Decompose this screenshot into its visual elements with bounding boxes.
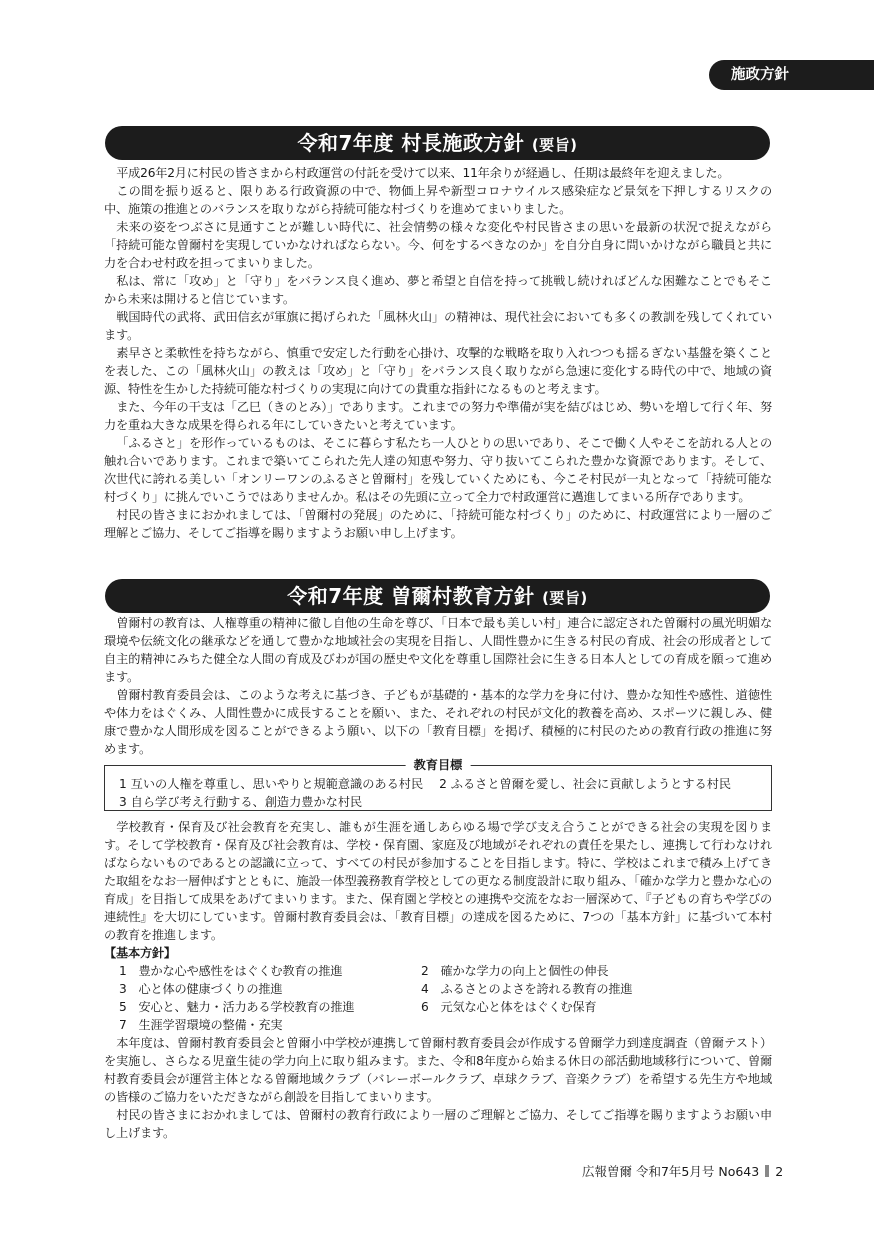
paragraph: 村民の皆さまにおかれましては、曽爾村の教育行政により一層のご理解とご協力、そしてご指導を賜りますようお願い申し上げます。 (104, 1108, 772, 1140)
paragraph: 未来の姿をつぶさに見通すことが難しい時代に、社会情勢の様々な変化や村民皆さまの思いを最新の状況で捉えながら「持続可能な曽爾村を実現していかなければならない。今、何をするべきなのか」を自分自身に問いかけながら職員と共に力を合わせ村政を担ってまいりました。 (104, 220, 772, 270)
page-number: 2 (775, 1164, 784, 1179)
policy-row (104, 998, 772, 1016)
policy-item: 6 元気な心と体をはぐくむ保育 (421, 1000, 597, 1014)
policy-item: 4 ふるさとのよさを誇れる教育の推進 (421, 982, 633, 996)
section1-body (104, 164, 772, 542)
section2-body (104, 818, 772, 1142)
section1-title-banner (105, 126, 770, 160)
section2-title-banner (105, 579, 770, 613)
policy-item: 7 生涯学習環境の整備・充実 (119, 1018, 283, 1032)
publication-info: 広報曽爾 令和7年5月号 No643 (582, 1164, 760, 1179)
paragraph: 「ふるさと」を形作っているものは、そこに暮らす私たち一人ひとりの思いであり、そこで働く人やそこを訪れる人との触れ合いであります。これまで築いてこられた先人達の知恵や努力、守り抜いてこられた豊かな資源であります。そして、次世代に誇れる美しい「オンリーワンのふるさと曽爾村」を残していくためにも、今こそ村民が一丸となって「持続可能な村づくり」に挑んでいこうではありませんか。私はその先頭に立って全力で村政運営に邁進してまいる所存であります。 (104, 436, 772, 504)
policy-row (104, 980, 772, 998)
paragraph: 曽爾村教育委員会は、このような考えに基づき、子どもが基礎的・基本的な学力を身に付け、豊かな知性や感性、道徳性や体力をはぐくみ、人間性豊かに成長することを願い、また、それぞれの村民が文化的教養を高め、スポーツに親しみ、健康で豊かな人間形成を図ることができるよう願い、以下の「教育目標」を掲げ、積極的に村民のための教育行政の推進に努めます。 (104, 688, 772, 756)
policy-item: 2 確かな学力の向上と個性の伸長 (421, 964, 609, 978)
policy-item: 3 心と体の健康づくりの推進 (119, 982, 283, 996)
goal-item: 3 自ら学び考え行動する、創造力豊かな村民 (119, 795, 363, 809)
policy-row (104, 1016, 772, 1034)
section2-intro (104, 614, 772, 758)
paragraph: 平成26年2月に村民の皆さまから村政運営の付託を受けて以来、11年余りが経過し、任期は最終年を迎えました。 (116, 166, 730, 180)
policy-item: 5 安心と、魅力・活力ある学校教育の推進 (119, 1000, 355, 1014)
paragraph: また、今年の干支は「乙巳（きのとみ）」であります。これまでの努力や準備が実を結びはじめ、勢いを増して行く年、努力を重ね大きな成果を得られる年にしていきたいと考えています。 (104, 400, 772, 432)
footer-divider (765, 1165, 769, 1177)
policy-item: 1 豊かな心や感性をはぐくむ教育の推進 (119, 964, 343, 978)
paragraph: 村民の皆さまにおかれましては、「曽爾村の発展」のために、「持続可能な村づくり」のために、村政運営により一層のご理解とご協力、そしてご指導を賜りますようお願い申し上げます。 (104, 508, 772, 540)
paragraph: 学校教育・保育及び社会教育を充実し、誰もが生涯を通しあらゆる場で学び支え合うことができる社会の実現を図ります。そして学校教育・保育及び社会教育は、学校・保育園、家庭及び地域がそれぞれの責任を果たし、連携して行わなければならないものであるとの認識に立って、すべての村民が参加することを目指します。特に、学校はこれまで積み上げてきた取組をなお一層伸ばすとともに、施設一体型義務教育学校としての更なる制度設計に取り組み、「確かな学力と豊かな心の育成」を目指して成果をあげてまいります。また、保育園と学校との連携や交流をなお一層深めて、『子どもの育ちや学びの連続性』を大切にしています。曽爾村教育委員会は、「教育目標」の達成を図るために、7つの「基本方針」に基づいて本村の教育を推進します。 (104, 820, 772, 942)
goal-item: 2 ふるさと曽爾を愛し、社会に貢献しようとする村民 (439, 777, 732, 791)
section1-title-suffix: (要旨) (531, 136, 578, 154)
goals-row (119, 793, 362, 811)
education-goals-box (104, 758, 772, 811)
paragraph: 素早さと柔軟性を持ちながら、慎重で安定した行動を心掛け、攻撃的な戦略を取り入れつつも揺るぎない基盤を築くことを表した、この「風林火山」の教えは「攻め」と「守り」をバランス良く取りながら急速に変化する時代の中で、地域の資源、特性を生かした持続可能な村づくりの実現に向けての貴重な指針になるものと考えます。 (104, 346, 772, 396)
paragraph: 本年度は、曽爾村教育委員会と曽爾小中学校が連携して曽爾村教育委員会が作成する曽爾学力到達度調査（曽爾テスト）を実施し、さらなる児童生徒の学力向上に取り組みます。また、令和8年度から始まる休日の部活動地域移行について、曽爾村教育委員会が運営主体となる曽爾地域クラブ（バレーボールクラブ、卓球クラブ、音楽クラブ）を希望する先生方や地域の皆様のご協力をいただきながら創設を目指してまいります。 (104, 1036, 772, 1104)
education-goals-title: 教育目標 (406, 756, 471, 774)
goal-item: 1 互いの人権を尊重し、思いやりと規範意識のある村民 (119, 777, 424, 791)
paragraph: 私は、常に「攻め」と「守り」をバランス良く進め、夢と希望と自信を持って挑戦し続ければどんな困難なことでもそこから未来は開けると信じています。 (104, 274, 772, 306)
goals-row (119, 775, 731, 793)
section-tag: 施政方針 (709, 60, 874, 90)
page-footer (582, 1162, 783, 1182)
section2-title: 令和7年度 曽爾村教育方針 (287, 584, 535, 608)
section1-title: 令和7年度 村長施政方針 (297, 131, 525, 155)
section2-title-suffix: (要旨) (542, 589, 588, 607)
paragraph: 曽爾村の教育は、人権尊重の精神に徹し自他の生命を尊び、「日本で最も美しい村」連合に認定された曽爾村の風光明媚な環境や伝統文化の継承などを通して豊かな地域社会の実現を目指し、人間性豊かに生きる村民の育成、社会の形成者として自主的精神にみちた健全な人間の育成及びわが国の歴史や文化を尊重し国際社会に生きる日本人としての育成を願って進めます。 (104, 616, 772, 684)
policy-heading: 【基本方針】 (104, 946, 176, 960)
policy-row (104, 962, 772, 980)
paragraph: 戦国時代の武将、武田信玄が軍旗に掲げられた「風林火山」の精神は、現代社会においても多くの教訓を残してくれています。 (104, 310, 772, 342)
paragraph: この間を振り返ると、限りある行政資源の中で、物価上昇や新型コロナウイルス感染症など景気を下押しするリスクの中、施策の推進とのバランスを取りながら持続可能な村づくりを進めてまいりました。 (104, 184, 772, 216)
